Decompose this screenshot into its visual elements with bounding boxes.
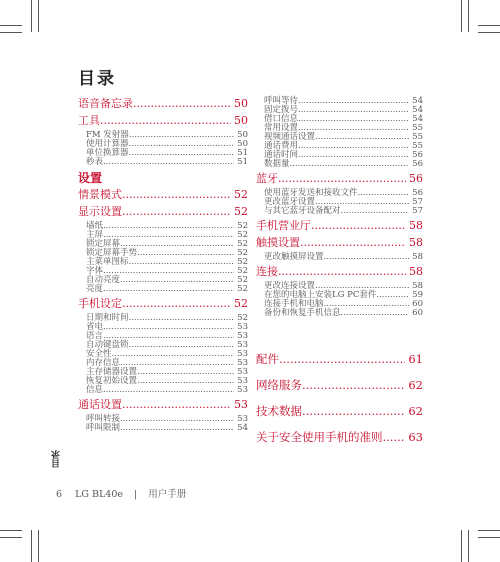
toc-subentry-group	[78, 131, 248, 167]
toc-right-column	[256, 94, 423, 448]
toc-page-number: 52	[237, 248, 248, 258]
crop-mark	[461, 530, 462, 562]
toc-page-number: 52	[237, 239, 248, 249]
dot-leader	[358, 189, 410, 198]
toc-page-number: 58	[409, 219, 423, 232]
toc-section-entry[interactable]	[256, 265, 423, 279]
toc-subentry[interactable]	[78, 323, 248, 332]
dot-leader	[103, 323, 234, 332]
toc-entry-label: 自动亮度	[86, 275, 121, 285]
crop-mark	[468, 0, 469, 32]
toc-entry-label: 墙纸	[86, 221, 104, 231]
toc-subentry-group	[256, 189, 423, 216]
toc-entry-label: 备份和恢复手机信息	[264, 308, 341, 318]
toc-page-number: 53	[237, 358, 248, 368]
dot-leader	[298, 106, 409, 115]
toc-section-entry[interactable]	[256, 172, 423, 186]
toc-section-entry[interactable]	[78, 205, 248, 219]
dot-leader	[137, 368, 234, 377]
toc-page-number: 52	[237, 275, 248, 285]
toc-entry-label: 手机营业厅	[256, 219, 311, 232]
crop-mark	[0, 25, 22, 26]
toc-entry-label: 工具	[78, 114, 100, 127]
toc-page-number: 52	[234, 188, 248, 201]
toc-page-number: 52	[234, 205, 248, 218]
crop-mark	[31, 530, 32, 562]
footer-separator: |	[134, 489, 138, 500]
toc-entry-label: 更改连接设置	[264, 281, 316, 291]
toc-page-number: 53	[237, 376, 248, 386]
toc-page-number: 50	[234, 97, 248, 110]
crop-mark	[0, 537, 22, 538]
toc-section-entry[interactable]	[256, 236, 423, 250]
toc-page-number: 51	[237, 148, 248, 158]
dot-leader	[103, 158, 234, 167]
toc-page-number: 50	[237, 139, 248, 149]
toc-subentry-group	[256, 253, 423, 262]
toc-page-number: 60	[412, 308, 423, 318]
toc-page-number: 56	[412, 159, 423, 169]
dot-leader	[315, 133, 409, 142]
dot-leader	[383, 430, 406, 444]
dot-leader	[302, 404, 405, 418]
dot-leader	[122, 205, 231, 219]
dot-leader	[129, 149, 235, 158]
toc-subentry[interactable]	[78, 424, 248, 433]
dot-leader	[103, 267, 234, 276]
toc-page-number: 53	[234, 398, 248, 411]
toc-page-number: 52	[237, 313, 248, 323]
toc-entry-label: 日期和时间	[86, 313, 129, 323]
dot-leader	[137, 249, 234, 258]
dot-leader	[129, 314, 235, 323]
toc-entry-label: 更改触摸屏设置	[264, 252, 324, 262]
toc-subentry-group	[78, 314, 248, 395]
toc-entry-label: 在您的电脑上安装LG PC套件	[264, 290, 377, 300]
toc-page-number: 62	[408, 404, 423, 418]
toc-page-number: 60	[412, 299, 423, 309]
dot-leader	[298, 115, 409, 124]
toc-entry-label: 常用设置	[264, 123, 299, 133]
toc-entry-label: 亮度	[86, 284, 104, 294]
toc-entry-label: 通话时间	[264, 150, 299, 160]
toc-subentry[interactable]	[78, 276, 248, 285]
dot-leader	[120, 424, 234, 433]
toc-subentry[interactable]	[78, 258, 248, 267]
toc-page-number: 53	[237, 414, 248, 424]
toc-subentry[interactable]	[78, 149, 248, 158]
dot-leader	[122, 188, 231, 202]
toc-entry-label: FM 发射器	[86, 130, 129, 140]
crop-mark	[0, 530, 22, 531]
dot-leader	[133, 97, 231, 111]
toc-entry-label: 呼叫转接	[86, 414, 121, 424]
toc-page-number: 52	[234, 297, 248, 310]
toc-page-number: 53	[237, 367, 248, 377]
toc-page-number: 54	[237, 423, 248, 433]
dot-leader	[120, 276, 234, 285]
toc-page-number: 55	[412, 141, 423, 151]
toc-entry-label: 呼叫限制	[86, 423, 121, 433]
toc-section-entry[interactable]	[256, 219, 423, 233]
toc-page-number: 58	[409, 236, 423, 249]
dot-leader	[120, 359, 234, 368]
toc-section-entry[interactable]	[78, 97, 248, 111]
toc-section-entry[interactable]	[78, 114, 248, 128]
toc-chapter-entry[interactable]	[256, 404, 423, 418]
dot-leader	[290, 160, 410, 169]
toc-page-number: 61	[408, 352, 423, 366]
toc-entry-label: 手机设定	[78, 297, 122, 310]
toc-page-number: 52	[237, 221, 248, 231]
toc-entry-label: 秒表	[86, 157, 104, 167]
toc-page-number: 59	[412, 290, 423, 300]
dot-leader	[376, 291, 409, 300]
crop-mark	[31, 0, 32, 32]
toc-entry-label: 省电	[86, 322, 104, 332]
dot-leader	[129, 341, 235, 350]
dot-leader	[122, 398, 231, 412]
page-title: 目录	[78, 69, 116, 89]
toc-entry-label: 单位换算器	[86, 148, 129, 158]
page-number: 6	[56, 489, 63, 500]
toc-chapter-entry[interactable]	[256, 352, 423, 366]
toc-entry-label: 更改蓝牙设置	[264, 197, 316, 207]
toc-page-number: 63	[408, 430, 423, 444]
toc-page-number: 55	[412, 123, 423, 133]
toc-subentry[interactable]	[78, 285, 248, 294]
dot-leader	[103, 285, 234, 294]
toc-entry-label: 锁定屏幕	[86, 239, 121, 249]
toc-entry-label: 连接手机和电脑	[264, 299, 324, 309]
toc-entry-label: 主屏	[86, 230, 104, 240]
toc-chapter-entry[interactable]	[256, 430, 423, 444]
toc-entry-label: 安全性	[86, 349, 112, 359]
toc-subentry[interactable]	[256, 207, 423, 216]
side-tab-label: 目录	[52, 450, 62, 468]
toc-entry-label: 内存信息	[86, 358, 121, 368]
toc-section-heading: 设置	[78, 171, 103, 185]
dot-leader	[302, 378, 405, 392]
crop-mark	[478, 32, 500, 33]
toc-entry-label: 通话费用	[264, 141, 299, 151]
toc-subentry[interactable]	[256, 253, 423, 262]
toc-page-number: 50	[237, 130, 248, 140]
toc-subentry[interactable]	[78, 314, 248, 323]
toc-page-number: 54	[412, 114, 423, 124]
toc-entry-label: 与其它蓝牙设备配对	[264, 206, 341, 216]
crop-mark	[38, 0, 39, 32]
toc-entry-label: 配件	[256, 352, 279, 366]
dot-leader	[341, 207, 410, 216]
toc-page-number: 62	[408, 378, 423, 392]
toc-subentry-group	[256, 97, 423, 169]
toc-page-number: 53	[237, 349, 248, 359]
toc-entry-label: 使用蓝牙发送和接收文件	[264, 188, 358, 198]
toc-entry-label: 情景模式	[78, 188, 122, 201]
toc-page-number: 56	[412, 188, 423, 198]
toc-section-entry[interactable]	[78, 398, 248, 412]
toc-subentry[interactable]	[256, 309, 423, 318]
toc-page-number: 55	[412, 132, 423, 142]
toc-entry-label: 自动键盘锁	[86, 340, 129, 350]
toc-subentry[interactable]	[256, 160, 423, 169]
dot-leader	[120, 415, 234, 424]
toc-entry-label: 连接	[256, 265, 278, 278]
dot-leader	[122, 297, 231, 311]
crop-mark	[461, 0, 462, 32]
dot-leader	[137, 377, 234, 386]
dot-leader	[100, 114, 231, 128]
toc-subentry[interactable]	[78, 158, 248, 167]
toc-page-number: 52	[237, 266, 248, 276]
toc-entry-label: 恢复初始设置	[86, 376, 138, 386]
section-gap	[256, 320, 423, 340]
page-footer	[56, 486, 186, 500]
crop-mark	[478, 530, 500, 531]
toc-page-number: 57	[412, 197, 423, 207]
dot-leader	[278, 172, 406, 186]
toc-entry-label: 视频通话设置	[264, 132, 316, 142]
toc-subentry[interactable]	[78, 386, 248, 395]
dot-leader	[112, 350, 235, 359]
crop-mark	[478, 25, 500, 26]
toc-entry-label: 锁定屏幕手势	[86, 248, 138, 258]
toc-page-number: 58	[409, 265, 423, 278]
dot-leader	[129, 258, 235, 267]
toc-subentry-group	[78, 222, 248, 294]
toc-page-number: 58	[412, 252, 423, 262]
manual-name: 用户手册	[148, 489, 187, 500]
toc-entry-label: 字体	[86, 266, 104, 276]
toc-page-number: 53	[237, 385, 248, 395]
toc-entry-label: 显示设置	[78, 205, 122, 218]
toc-subentry[interactable]	[78, 377, 248, 386]
toc-entry-label: 蓝牙	[256, 172, 278, 185]
toc-entry-label: 主菜单图标	[86, 257, 129, 267]
crop-mark	[0, 32, 22, 33]
toc-page-number: 53	[237, 340, 248, 350]
toc-entry-label: 固定拨号	[264, 105, 299, 115]
dot-leader	[279, 352, 405, 366]
dot-leader	[129, 131, 234, 140]
toc-entry-label: 通话设置	[78, 398, 122, 411]
dot-leader	[298, 97, 409, 106]
toc-entry-label: 数据量	[264, 159, 290, 169]
toc-section-entry[interactable]	[78, 297, 248, 311]
dot-leader	[103, 386, 234, 395]
toc-page-number: 54	[412, 105, 423, 115]
dot-leader	[311, 219, 406, 233]
toc-entry-label: 网络服务	[256, 378, 302, 392]
toc-page-number: 52	[237, 284, 248, 294]
toc-page-number: 56	[409, 172, 423, 185]
toc-page-number: 53	[237, 322, 248, 332]
toc-entry-label: 借口信息	[264, 114, 299, 124]
toc-entry-label: 主存储器设置	[86, 367, 138, 377]
toc-page-number: 52	[237, 230, 248, 240]
model-name: LG BL40e	[75, 489, 123, 500]
toc-page-number: 52	[237, 257, 248, 267]
toc-page-number: 58	[412, 281, 423, 291]
toc-page-number: 51	[237, 157, 248, 167]
toc-page-number: 57	[412, 206, 423, 216]
crop-mark	[38, 530, 39, 562]
toc-entry-label: 语音备忘录	[78, 97, 133, 110]
toc-section-entry[interactable]	[78, 188, 248, 202]
toc-entry-label: 触摸设置	[256, 236, 300, 249]
toc-subentry-group	[78, 415, 248, 433]
crop-mark	[478, 537, 500, 538]
toc-entry-label: 技术数据	[256, 404, 302, 418]
toc-page-number: 53	[237, 331, 248, 341]
crop-mark	[468, 530, 469, 562]
toc-subentry-group	[256, 282, 423, 318]
dot-leader	[298, 142, 409, 151]
toc-entry-label: 关于安全使用手机的准则	[256, 430, 383, 444]
toc-entry-label: 信息	[86, 385, 104, 395]
dot-leader	[103, 231, 234, 240]
dot-leader	[341, 309, 410, 318]
dot-leader	[300, 236, 406, 250]
dot-leader	[324, 253, 410, 262]
toc-page-number: 50	[234, 114, 248, 127]
dot-leader	[120, 240, 234, 249]
toc-left-column	[78, 94, 248, 435]
dot-leader	[103, 222, 234, 231]
toc-entry-label: 使用计算器	[86, 139, 129, 149]
dot-leader	[129, 140, 235, 149]
dot-leader	[278, 265, 406, 279]
toc-chapter-entry[interactable]	[256, 378, 423, 392]
toc-page-number: 56	[412, 150, 423, 160]
toc-entry-label: 语言	[86, 331, 104, 341]
toc-page-number: 54	[412, 96, 423, 106]
dot-leader	[298, 151, 409, 160]
toc-entry-label: 呼叫等待	[264, 96, 299, 106]
toc-subentry[interactable]	[78, 222, 248, 231]
